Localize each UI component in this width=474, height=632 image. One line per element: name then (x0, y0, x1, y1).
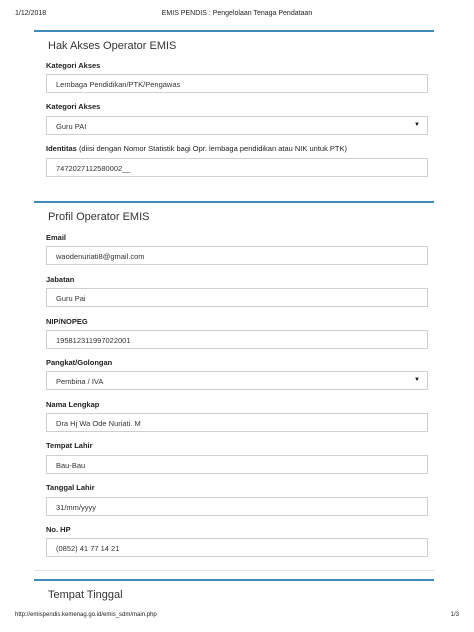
section-title-tempat-tinggal: Tempat Tinggal (48, 589, 123, 601)
print-header (15, 10, 459, 22)
label-nama-lengkap: Nama Lengkap (46, 400, 100, 409)
kategori-akses-select-value: Guru PAI (56, 122, 87, 131)
label-nip: NIP/NOPEG (46, 317, 88, 326)
nip-value: 195812311997022001 (56, 336, 131, 345)
kategori-akses-select[interactable] (46, 116, 428, 135)
section-divider (34, 570, 434, 571)
caret-down-icon: ▼ (414, 377, 420, 383)
jabatan-value: Guru Pai (56, 294, 86, 303)
identitas-hint: (diisi dengan Nomor Statistik bagi Opr. lembaga pendidikan atau NIK untuk PTK) (78, 144, 347, 153)
kategori-akses-value: Lembaga Pendidikan/PTK/Pengawas (56, 80, 181, 89)
nama-lengkap-value: Dra Hj Wa Ode Nuriati. M (56, 419, 141, 428)
print-footer (15, 612, 459, 624)
label-identitas (46, 144, 347, 153)
pangkat-value: Pembina / IVA (56, 377, 104, 386)
tanggal-lahir-value: 31/mm/yyyy (56, 503, 97, 512)
label-kategori-akses-2: Kategori Akses (46, 102, 101, 111)
tempat-lahir-value: Bau-Bau (56, 461, 86, 470)
kategori-akses-field[interactable] (46, 74, 428, 93)
label-tempat-lahir: Tempat Lahir (46, 441, 93, 450)
section-title-profil: Profil Operator EMIS (48, 211, 150, 223)
label-no-hp: No. HP (46, 525, 71, 534)
print-page-title: EMIS PENDIS : Pengelolaan Tenaga Pendataan (161, 10, 313, 17)
label-kategori-akses-1: Kategori Akses (46, 61, 101, 70)
tempat-lahir-field[interactable] (46, 455, 428, 474)
tanggal-lahir-field[interactable] (46, 497, 428, 516)
jabatan-field[interactable] (46, 288, 428, 307)
section-profil (34, 201, 434, 223)
nip-field[interactable] (46, 330, 428, 349)
label-pangkat: Pangkat/Golongan (46, 358, 113, 367)
identitas-field[interactable] (46, 158, 428, 177)
print-page-number: 1/3 (450, 612, 459, 618)
identitas-value: 7472027112580002__ (56, 164, 131, 173)
section-hak-akses (34, 30, 434, 52)
email-field[interactable] (46, 246, 428, 265)
label-email: Email (46, 233, 67, 242)
label-tanggal-lahir: Tanggal Lahir (46, 483, 95, 492)
print-date: 1/12/2018 (15, 10, 47, 17)
no-hp-value: (0852) 41 77 14 21 (56, 544, 120, 553)
email-value: waodenuriati8@gmail.com (56, 252, 145, 261)
label-jabatan: Jabatan (46, 275, 75, 284)
pangkat-select[interactable] (46, 371, 428, 390)
print-url: http://emispendis.kemenag.go.id/emis_sdm/main.php (15, 612, 157, 618)
section-tempat-tinggal (34, 579, 434, 601)
identitas-label-text: Identitas (46, 144, 77, 153)
no-hp-field[interactable] (46, 538, 428, 557)
caret-down-icon: ▼ (414, 122, 420, 128)
section-title-hak-akses: Hak Akses Operator EMIS (48, 40, 177, 52)
nama-lengkap-field[interactable] (46, 413, 428, 432)
